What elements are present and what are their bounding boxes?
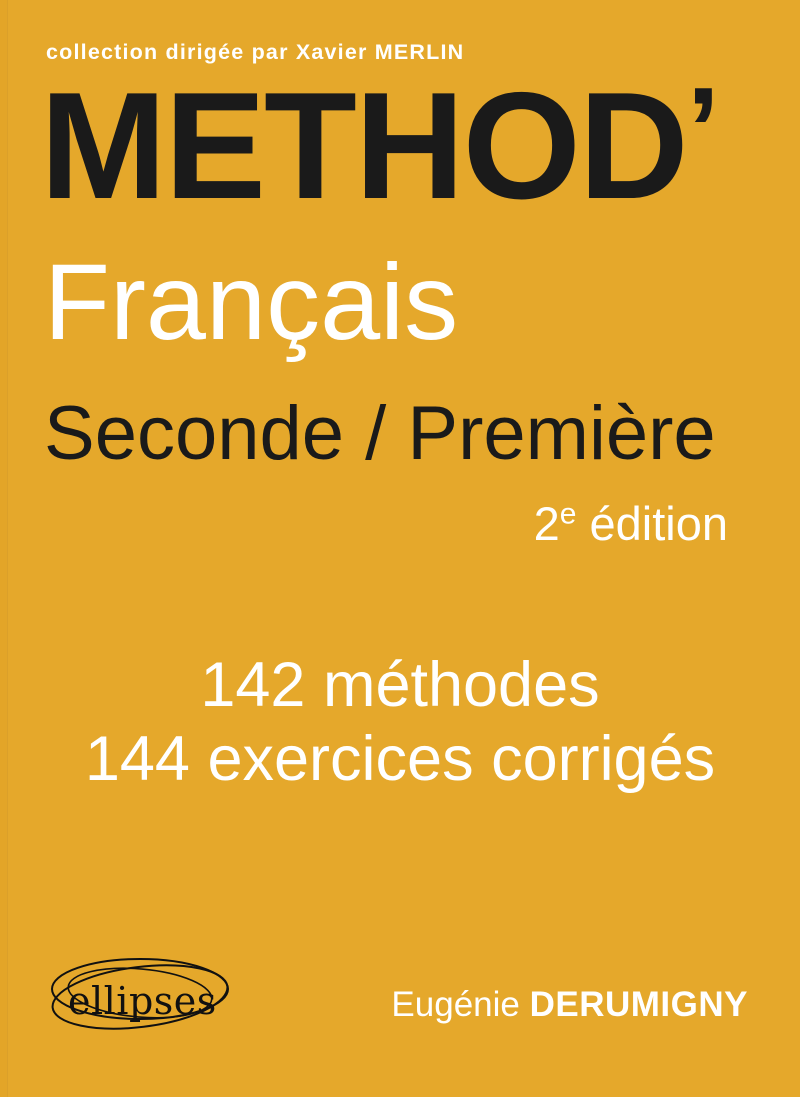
exercises-count: 144 exercices corrigés (84, 724, 716, 795)
publisher-name: ellipses (68, 979, 217, 1023)
author-first-name: Eugénie (391, 985, 530, 1024)
school-levels: Seconde / Première (44, 391, 716, 476)
methods-count: 142 méthodes (200, 650, 600, 720)
subject-title: Français (44, 241, 459, 362)
publisher-logo (48, 939, 258, 1049)
content-counts (0, 648, 800, 797)
edition-label (533, 497, 728, 550)
collection-line: collection dirigée par Xavier MERLIN (46, 40, 465, 64)
series-title-text: METHOD (40, 61, 687, 231)
edition-word: édition (589, 497, 728, 550)
author-name (391, 985, 748, 1025)
edition-ordinal-suffix: e (559, 497, 577, 531)
cover-spine-strip (0, 0, 8, 1097)
series-title (40, 61, 718, 231)
edition-number: 2 (533, 497, 560, 550)
author-last-name: DERUMIGNY (529, 985, 748, 1024)
series-title-apostrophe: ’ (686, 63, 718, 197)
